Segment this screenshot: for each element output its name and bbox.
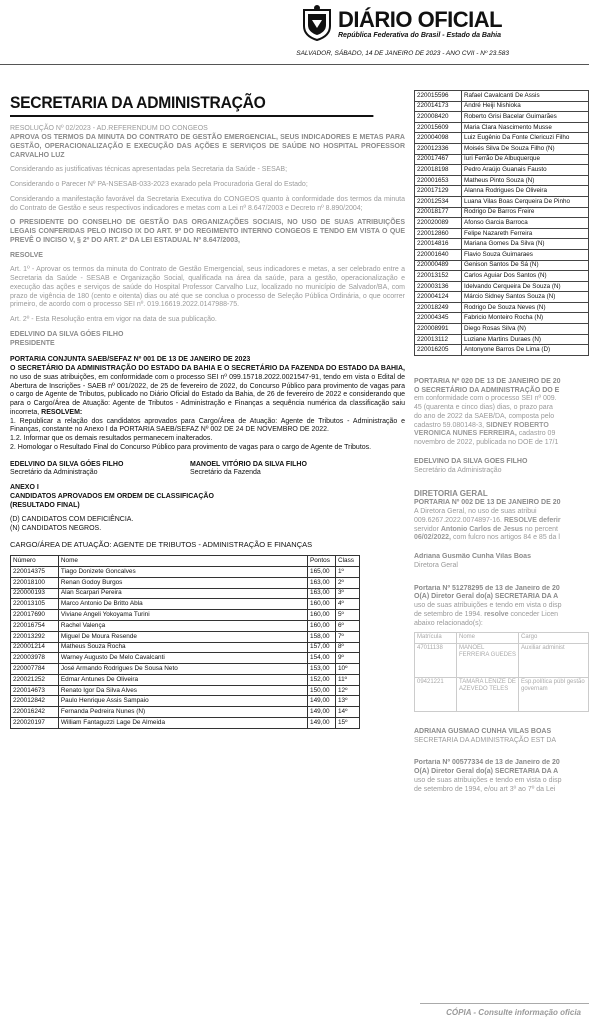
cell-number: 220000489 bbox=[415, 260, 462, 271]
cell-number: 220014816 bbox=[415, 239, 462, 250]
cell-number: 220020089 bbox=[415, 218, 462, 229]
table-row bbox=[415, 677, 589, 711]
cell-number: 220016754 bbox=[11, 620, 59, 631]
signature-adriana-role: Diretora Geral bbox=[414, 561, 458, 569]
cell-name: Pedro Araújo Guanais Fausto bbox=[462, 165, 589, 176]
license-header-matricula: Matrícula bbox=[415, 633, 457, 644]
cell-number: 220018100 bbox=[11, 577, 59, 588]
portaria-20-line-5 bbox=[414, 430, 589, 439]
portaria-51278295-line-3c: conceder Licen bbox=[510, 610, 559, 618]
cell-points: 153,00 bbox=[308, 664, 336, 675]
cell-points: 154,00 bbox=[308, 653, 336, 664]
cell-class: 9º bbox=[336, 653, 360, 664]
signature-edelvino-role: Secretário da Administração bbox=[414, 466, 502, 474]
header-points: Pontos bbox=[308, 556, 336, 567]
cell-number: 220018198 bbox=[415, 165, 462, 176]
portaria-title: PORTARIA CONJUNTA SAEB/SEFAZ Nº 001 DE 13 DE JANEIRO DE 2023 bbox=[10, 356, 251, 364]
portaria-02-line-3a: servidor bbox=[414, 525, 439, 533]
cell-points: 149,00 bbox=[308, 707, 336, 718]
cell-number: 220003136 bbox=[415, 281, 462, 292]
portaria-20-line-1: em conformidade com o processo SEI nº 009. bbox=[414, 395, 557, 403]
cell-name: Luziane Martins Duraes (N) bbox=[462, 334, 589, 345]
table-row bbox=[11, 674, 360, 685]
cell-name: Viviane Angeli Yokoyama Turini bbox=[58, 610, 307, 621]
item-1: 1. Republicar a relação dos candidatos aprovados para Cargo/Área de Atuação: Agente de Tributos - Administração e Finanças, constante no Anexo I da PORTARIA SAEB/SEFAZ Nº 002 DE 24 DE NOVEMBRO DE 2022. bbox=[10, 417, 405, 434]
right-column bbox=[414, 90, 589, 794]
signature-fazenda bbox=[190, 461, 370, 479]
table-row bbox=[11, 610, 360, 621]
cell-number: 220004124 bbox=[415, 292, 462, 303]
table-row bbox=[11, 620, 360, 631]
table-row bbox=[415, 281, 589, 292]
signature-adriana bbox=[414, 553, 589, 571]
license-cell: 09421221 bbox=[415, 677, 457, 711]
portaria-20-line-5a: VERONICA NUNES FERREIRA, bbox=[414, 430, 517, 438]
portaria-02-line-2a: 009.6267.2022.0074897-16. bbox=[414, 516, 502, 524]
cell-number: 220017129 bbox=[415, 186, 462, 197]
anexo-title: CANDIDATOS APROVADOS EM ORDEM DE CLASSIFICAÇÃO bbox=[10, 492, 214, 500]
cell-name: Rodrigo De Barros Freire bbox=[462, 207, 589, 218]
cell-class: 12º bbox=[336, 685, 360, 696]
legend-deficiency: (D) CANDIDATOS COM DEFICIÊNCIA. bbox=[10, 516, 134, 524]
table-row bbox=[415, 196, 589, 207]
table-row bbox=[415, 271, 589, 282]
cell-name: Rachel Valença bbox=[58, 620, 307, 631]
cell-number: 220014673 bbox=[11, 685, 59, 696]
cell-points: 152,00 bbox=[308, 674, 336, 685]
cell-number: 220012842 bbox=[11, 696, 59, 707]
cell-name: Miguel De Moura Resende bbox=[58, 631, 307, 642]
cell-number: 220018249 bbox=[415, 302, 462, 313]
signature-adriana-2-name: ADRIANA GUSMÃO CUNHA VILAS BOAS bbox=[414, 727, 552, 735]
resolution-subject: APROVA OS TERMOS DA MINUTA DO CONTRATO DE GESTÃO EMERGENCIAL, SEUS INDICADORES E METAS PARA GESTÃO, OPERACIONALIZAÇÃO E EXECUÇÃO DAS AÇÕES E SERVIÇOS DE SAÚDE NO HOSPITAL PROFESSOR CARVALHO LUZ bbox=[10, 134, 405, 159]
cell-number: 220008991 bbox=[415, 324, 462, 335]
portaria-00577334-line-2: uso de suas atribuições e tendo em vista o disp bbox=[414, 776, 562, 784]
cell-points: 150,00 bbox=[308, 685, 336, 696]
cell-number: 220001653 bbox=[415, 175, 462, 186]
header-class: Class bbox=[336, 556, 360, 567]
cell-number: 220016205 bbox=[415, 345, 462, 356]
portaria-02-line-2b: RESOLVE deferir bbox=[503, 516, 561, 524]
candidates-body bbox=[11, 566, 360, 728]
table-row bbox=[415, 133, 589, 144]
cell-number: 220004345 bbox=[415, 313, 462, 324]
table-row bbox=[415, 218, 589, 229]
portaria-02-line-3b: Antonio Carlos de Jesus bbox=[440, 525, 523, 533]
paragraph-2: Considerando o Parecer Nº PA-NSESAB-033-2023 exarado pela Procuradoria Geral do Estado; bbox=[10, 181, 308, 188]
cell-points: 158,00 bbox=[308, 631, 336, 642]
header-divider bbox=[0, 64, 589, 65]
table-header-row bbox=[11, 556, 360, 567]
footer-divider bbox=[420, 1003, 589, 1004]
paragraph-3: Considerando a manifestação favorável da Secretaria Executiva do CONGEOS quanto à conformidade dos termos da minuta do Contrato de Gestão e seus respectivos indicadores e metas com a Lei nº 8.647/2003 e Decreto nº 8.890/2004; bbox=[10, 195, 405, 212]
cell-number: 220020197 bbox=[11, 718, 59, 729]
cell-number: 220013105 bbox=[11, 599, 59, 610]
cell-name: Alan Scarpari Pereira bbox=[58, 588, 307, 599]
license-cell: 47011138 bbox=[415, 643, 457, 677]
copy-notice: CÓPIA - Consulte informação oficia bbox=[446, 1008, 581, 1017]
cell-points: 149,00 bbox=[308, 718, 336, 729]
signature-adriana-2 bbox=[414, 728, 589, 746]
table-row bbox=[415, 324, 589, 335]
table-row bbox=[415, 175, 589, 186]
cell-number: 220013152 bbox=[415, 271, 462, 282]
portaria-body bbox=[10, 365, 405, 453]
cell-number: 220003978 bbox=[11, 653, 59, 664]
portaria-02-line-4a: 06/02/2022, bbox=[414, 534, 451, 542]
cell-class: 1º bbox=[336, 566, 360, 577]
table-row bbox=[11, 718, 360, 729]
cell-number: 220001214 bbox=[11, 642, 59, 653]
portaria-51278295-line-4: abaixo relacionado(s): bbox=[414, 619, 483, 627]
table-row bbox=[415, 91, 589, 102]
table-row bbox=[11, 577, 360, 588]
table-row bbox=[415, 292, 589, 303]
cell-number: 220008420 bbox=[415, 112, 462, 123]
license-cell: Esp.política públ gestão governam bbox=[519, 677, 589, 711]
paragraph-5: Art. 1º - Aprovar os termos da minuta do Contrato de Gestão Emergencial, seus indicadores e metas, a ser celebrado entre a Secretaria da Saúde - SESAB e Organização Social, qualificada na área da saúde, para a gestão, operacionalização e execução das ações e serviços de saúde do Hospital Professor Carvalho Luz, localizado no município de Salvador/BA, com prazo de vigência de 180 (cento e oitenta) dias ou até que se conclua o processo de Seleção Pública Ordinária, o que ocorrer primeiro, de acordo com o processo SEI nº. 019.16619.2022.0147988-75. bbox=[10, 266, 405, 309]
cell-name: Idelvando Cerqueira De Souza (N) bbox=[462, 281, 589, 292]
cell-class: 3º bbox=[336, 588, 360, 599]
cell-class: 8º bbox=[336, 642, 360, 653]
table-row bbox=[415, 154, 589, 165]
bahia-coat-of-arms-icon bbox=[300, 4, 334, 42]
portaria-02-line-3 bbox=[414, 526, 589, 535]
table-row bbox=[415, 313, 589, 324]
cell-class: 13º bbox=[336, 696, 360, 707]
cell-number: 220007784 bbox=[11, 664, 59, 675]
cell-name: Moisés Silva De Souza Filho (N) bbox=[462, 143, 589, 154]
signature-adriana-name: Adriana Gusmão Cunha Vilas Boas bbox=[414, 553, 531, 561]
cell-name: Marco Antonio De Britto Abla bbox=[58, 599, 307, 610]
signature-fazenda-role: Secretário da Fazenda bbox=[190, 469, 261, 477]
cell-name: Iuri Ferrão De Albuquerque bbox=[462, 154, 589, 165]
portaria-51278295-line-3b: resolve bbox=[484, 610, 509, 618]
newspaper-subtitle: República Federativa do Brasil - Estado da Bahia bbox=[338, 32, 501, 39]
header-name: Nome bbox=[58, 556, 307, 567]
cell-name: Mariana Gomes Da Silva (N) bbox=[462, 239, 589, 250]
table-row bbox=[415, 186, 589, 197]
cell-points: 160,00 bbox=[308, 610, 336, 621]
portaria-20-line-2: 45 (quarenta e cinco dias) dias, o prazo para bbox=[414, 404, 553, 412]
cell-name: Luana Vilas Boas Cerqueira De Pinho bbox=[462, 196, 589, 207]
signature-name: EDELVINO DA SILVA GÓES FILHO bbox=[10, 330, 124, 338]
cell-name: Genison Santos De Sá (N) bbox=[462, 260, 589, 271]
signature-admin bbox=[10, 461, 190, 479]
cell-class: 4º bbox=[336, 599, 360, 610]
cell-points: 160,00 bbox=[308, 620, 336, 631]
cell-number: 220012534 bbox=[415, 196, 462, 207]
license-table bbox=[414, 632, 589, 712]
table-row bbox=[415, 165, 589, 176]
cell-name: Fabricio Monteiro Rocha (N) bbox=[462, 313, 589, 324]
cell-name: Antonyone Barros De Lima (D) bbox=[462, 345, 589, 356]
portaria-51278295-line-1: O(A) Diretor Geral do(a) SECRETARIA DA A bbox=[414, 593, 559, 601]
cell-name: Renato Igor Da Silva Alves bbox=[58, 685, 307, 696]
portaria-20-line-4 bbox=[414, 422, 589, 431]
paragraph-4: O PRESIDENTE DO CONSELHO DE GESTÃO DAS ORGANIZAÇÕES SOCIAIS, NO USO DE SUAS ATRIBUIÇÕES LEGAIS CONFERIDAS PELO INCISO IX DO ART. 9º DO REGIMENTO INTERNO CONGEOS E TENDO EM VISTA O QUE PREVÊ O INCISO V, § 2º DO ART. 2º DA LEI ESTADUAL Nº 8.647/2003, bbox=[10, 219, 405, 244]
portaria-02-line-3c: no percent bbox=[524, 525, 558, 533]
cargo-line: CARGO/ÁREA DE ATUAÇÃO: AGENTE DE TRIBUTOS - ADMINISTRAÇÃO E FINANÇAS bbox=[10, 539, 313, 549]
portaria-20-sub: O SECRETÁRIO DA ADMINISTRAÇÃO DO E bbox=[414, 386, 560, 394]
cell-number: 220015596 bbox=[415, 91, 462, 102]
cell-number: 220016242 bbox=[11, 707, 59, 718]
cell-points: 163,00 bbox=[308, 588, 336, 599]
table-row bbox=[11, 642, 360, 653]
table-row bbox=[11, 707, 360, 718]
section-title: SECRETARIA DA ADMINISTRAÇÃO bbox=[10, 92, 373, 117]
cell-name: Maria Clara Nascimento Musse bbox=[462, 122, 589, 133]
cell-name: Matheus Pinto Souza (N) bbox=[462, 175, 589, 186]
cell-number: 220001640 bbox=[415, 249, 462, 260]
cell-class: 14º bbox=[336, 707, 360, 718]
cell-name: Rodrigo De Souza Neves (N) bbox=[462, 302, 589, 313]
portaria-51278295-line-3a: de setembro de 1994. bbox=[414, 610, 483, 618]
portaria-subject: O SECRETÁRIO DA ADMINISTRAÇÃO DO ESTADO DA BAHIA E O SECRETÁRIO DA FAZENDA DO ESTADO DA BAHIA, bbox=[10, 365, 405, 372]
cell-name: Alanna Rodrigues De Oliveira bbox=[462, 186, 589, 197]
signature-admin-role: Secretário da Administração bbox=[10, 469, 98, 477]
cell-class: 6º bbox=[336, 620, 360, 631]
cell-number: 220015609 bbox=[415, 122, 462, 133]
cell-points: 160,00 bbox=[308, 599, 336, 610]
cell-class: 7º bbox=[336, 631, 360, 642]
cell-points: 163,00 bbox=[308, 577, 336, 588]
cell-name: Renan Godoy Burgos bbox=[58, 577, 307, 588]
portaria-00577334-line-3: de setembro de 1994, e/ou art 3º ao 7º da Lei bbox=[414, 785, 556, 793]
cell-name: Carlos Aguiar Dos Santos (N) bbox=[462, 271, 589, 282]
table-row bbox=[11, 588, 360, 599]
cell-name: Paulo Henrique Assis Sampaio bbox=[58, 696, 307, 707]
portaria-text: no uso de suas atribuições, em conformidade com o processo SEI nº 099.15718.2022.0021547-91, tendo em vista o Edital de Abertura de Inscrições - SAEB nº 001/2022, de 25 de fevereiro de 2022, do Concurso Público para provimento de vagas para o cargo de Agente de Tributos, publicado no Diário Oficial do Estado da Bahia, de 26 de fevereiro de 2022 e considerando que para o Cargo/Área de Atuação: Agente de Tributos - Administração e Finanças a sequência numérica da classificação saiu incorreta, bbox=[10, 373, 405, 416]
signature-edelvino bbox=[414, 458, 589, 476]
table-row bbox=[415, 143, 589, 154]
license-header-nome: Nome bbox=[457, 633, 519, 644]
portaria-20-line-4a: cadastro 59.080148-3, bbox=[414, 421, 485, 429]
table-row bbox=[415, 207, 589, 218]
legend-black: (N) CANDIDATOS NEGROS. bbox=[10, 525, 102, 532]
cell-points: 149,00 bbox=[308, 696, 336, 707]
paragraph-6: Art. 2º - Esta Resolução entra em vigor na data de sua publicação. bbox=[10, 316, 217, 323]
table-row bbox=[415, 334, 589, 345]
portaria-20-line-6: novembro de 2022, publicada no DOE de 17/1 bbox=[414, 439, 559, 447]
cell-name: José Armando Rodrigues De Sousa Neto bbox=[58, 664, 307, 675]
cell-number: 220013292 bbox=[11, 631, 59, 642]
signature-edelvino-name: EDELVINO DA SILVA GÓES FILHO bbox=[414, 457, 528, 465]
table-row bbox=[415, 643, 589, 677]
left-column bbox=[10, 92, 405, 729]
cell-class: 2º bbox=[336, 577, 360, 588]
portaria-00577334 bbox=[414, 759, 589, 794]
table-row bbox=[11, 696, 360, 707]
signature-role: PRESIDENTE bbox=[10, 339, 55, 347]
cell-name: Afonso Garcia Barroca bbox=[462, 218, 589, 229]
resolve-heading: RESOLVE bbox=[10, 251, 43, 259]
license-header-cargo: Cargo bbox=[519, 633, 589, 644]
cell-number: 220021252 bbox=[11, 674, 59, 685]
item-2: 2. Homologar o Resultado Final do Concurso Público para provimento de vagas para o cargo de Agente de Tributos. bbox=[10, 443, 372, 451]
license-cell: TAMARA LENIZE DE AZEVEDO TELES bbox=[457, 677, 519, 711]
cell-name: Roberto Grisi Bacelar Guimarães bbox=[462, 112, 589, 123]
header-number: Número bbox=[11, 556, 59, 567]
portaria-00577334-title: Portaria Nº 00577334 de 13 de Janeiro de 20 bbox=[414, 759, 560, 767]
portaria-20-line-4b: SIDNEY ROBERTO bbox=[486, 421, 549, 429]
portaria-20-line-5b: cadastro 09 bbox=[518, 430, 556, 438]
signature-adriana-2-role: SECRETARIA DA ADMINISTRAÇÃO EST DA bbox=[414, 736, 557, 744]
cell-name: Fernanda Pedreira Nunes (N) bbox=[58, 707, 307, 718]
signature-admin-name: EDELVINO DA SILVA GÓES FILHO bbox=[10, 460, 124, 468]
cell-class: 15º bbox=[336, 718, 360, 729]
candidates-table bbox=[10, 555, 360, 729]
cell-number: 220017690 bbox=[11, 610, 59, 621]
portaria-51278295-line-2: uso de suas atribuições e tendo em vista o disp bbox=[414, 602, 562, 610]
continued-body bbox=[415, 91, 589, 356]
cell-class: 5º bbox=[336, 610, 360, 621]
edition-line: SALVADOR, SÁBADO, 14 DE JANEIRO DE 2023 - ANO CVII - Nº 23.583 bbox=[296, 50, 509, 57]
cell-name: Edmar Antunes De Oliveira bbox=[58, 674, 307, 685]
portaria-02-line-2 bbox=[414, 517, 589, 526]
table-row bbox=[11, 631, 360, 642]
signature-fazenda-name: MANOEL VITÓRIO DA SILVA FILHO bbox=[190, 460, 307, 468]
license-cell: Auxiliar administ bbox=[519, 643, 589, 677]
cell-number: 220014173 bbox=[415, 101, 462, 112]
signatures bbox=[10, 461, 405, 479]
cell-number: 220004098 bbox=[415, 133, 462, 144]
cell-number: 220017467 bbox=[415, 154, 462, 165]
cell-name: William Fantaguzzi Lage De Almeida bbox=[58, 718, 307, 729]
cell-name: Tiago Donizete Goncalves bbox=[58, 566, 307, 577]
cell-class: 10º bbox=[336, 664, 360, 675]
cell-number: 220018177 bbox=[415, 207, 462, 218]
table-row bbox=[415, 260, 589, 271]
cell-points: 157,00 bbox=[308, 642, 336, 653]
license-cell: MANOEL FERREIRA GUEDES bbox=[457, 643, 519, 677]
cell-name: Luiz Eugênio Da Fonte Clericuzi Filho bbox=[462, 133, 589, 144]
portaria-02-line-1: A Diretora Geral, no uso de suas atribui bbox=[414, 508, 537, 516]
table-row bbox=[415, 239, 589, 250]
license-header-row bbox=[415, 633, 589, 644]
cell-name: Diego Rosas Silva (N) bbox=[462, 324, 589, 335]
table-row bbox=[11, 664, 360, 675]
portaria-51278295-title: Portaria Nº 51278295 de 13 de Janeiro de 20 bbox=[414, 584, 560, 592]
table-row bbox=[415, 345, 589, 356]
resolution-title: RESOLUÇÃO Nº 02/2023 - AD.REFERENDUM DO CONGEOS bbox=[10, 125, 208, 133]
resolvem: RESOLVEM: bbox=[41, 408, 83, 416]
cell-number: 220014375 bbox=[11, 566, 59, 577]
table-row bbox=[11, 685, 360, 696]
cell-points: 165,00 bbox=[308, 566, 336, 577]
table-row bbox=[415, 112, 589, 123]
portaria-20-line-3: do ano de 2022 da SAEB/DA, composta pelo bbox=[414, 412, 555, 420]
cell-class: 11º bbox=[336, 674, 360, 685]
cell-name: Rafael Cavalcanti De Assis bbox=[462, 91, 589, 102]
newspaper-title: DIÁRIO OFICIAL bbox=[338, 7, 503, 32]
anexo-label: ANEXO I bbox=[10, 484, 39, 491]
portaria-20 bbox=[414, 378, 589, 448]
cell-number: 220000193 bbox=[11, 588, 59, 599]
cell-name: Márcio Sidney Santos Souza (N) bbox=[462, 292, 589, 303]
table-row bbox=[415, 302, 589, 313]
cell-name: Felipe Nazareth Ferreira bbox=[462, 228, 589, 239]
cell-name: André Heiji Nishioka bbox=[462, 101, 589, 112]
portaria-02-title: PORTARIA Nº 002 DE 13 DE JANEIRO DE 20 bbox=[414, 499, 561, 507]
table-row bbox=[415, 122, 589, 133]
cell-number: 220012336 bbox=[415, 143, 462, 154]
table-row bbox=[11, 566, 360, 577]
cell-name: Warney Augusto De Melo Cavalcanti bbox=[58, 653, 307, 664]
continued-candidates-table bbox=[414, 90, 589, 356]
cell-number: 220013112 bbox=[415, 334, 462, 345]
portaria-02-line-4 bbox=[414, 534, 589, 543]
portaria-51278295 bbox=[414, 585, 589, 629]
table-row bbox=[415, 228, 589, 239]
diretoria-geral bbox=[414, 489, 589, 543]
table-row bbox=[415, 249, 589, 260]
table-row bbox=[11, 653, 360, 664]
header bbox=[0, 0, 589, 70]
portaria-00577334-line-1: O(A) Diretor Geral do(a) SECRETARIA DA A bbox=[414, 768, 559, 776]
cell-number: 220012860 bbox=[415, 228, 462, 239]
portaria-51278295-line-3 bbox=[414, 611, 589, 620]
paragraph-1: Considerando as justificativas técnicas apresentadas pela Secretaria da Saúde - SESAB; bbox=[10, 166, 288, 174]
portaria-20-title: PORTARIA Nº 020 DE 13 DE JANEIRO DE 20 bbox=[414, 377, 561, 385]
diretoria-geral-heading: DIRETORIA GERAL bbox=[414, 489, 488, 499]
cell-name: Matheus Souza Rocha bbox=[58, 642, 307, 653]
cell-name: Flavio Souza Guimaraes bbox=[462, 249, 589, 260]
portaria-02-line-4b: com fulcro nos artigos 84 e 85 da l bbox=[452, 534, 560, 542]
item-1-2: 1.2. Informar que os demais resultados permanecem inalterados. bbox=[10, 435, 213, 442]
anexo-subtitle: (RESULTADO FINAL) bbox=[10, 501, 80, 509]
table-row bbox=[11, 599, 360, 610]
table-row bbox=[415, 101, 589, 112]
